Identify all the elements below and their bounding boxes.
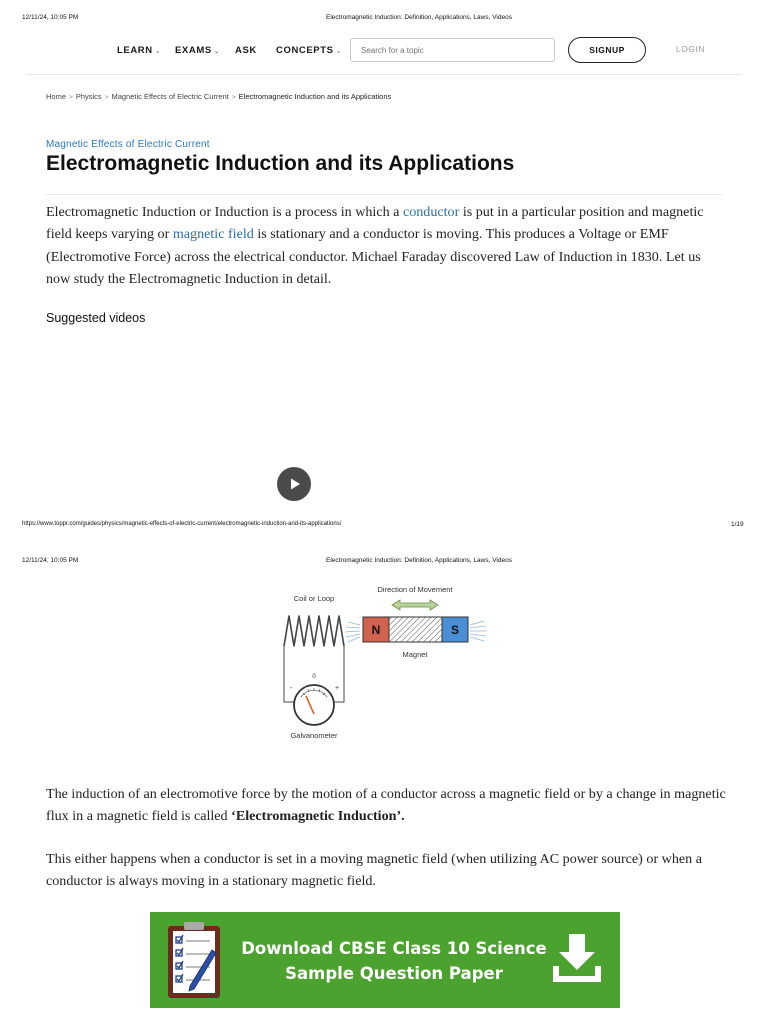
breadcrumb-physics[interactable]: Physics — [75, 92, 102, 101]
wire-right — [334, 646, 344, 702]
signup-button[interactable]: SIGNUP — [568, 37, 646, 63]
breadcrumb-separator: > — [69, 94, 73, 101]
magnetic-field-link[interactable]: magnetic field — [172, 226, 254, 243]
direction-label: Direction of Movement — [377, 585, 453, 594]
breadcrumb-separator: > — [231, 94, 236, 101]
intro-text: is put in a particular position and magnetic field keeps varying or — [46, 204, 704, 243]
intro-text: is stationary and a conductor is moving. This produces a Voltage or EMF (Electromotive Force) across the electrical conductor. Michael Faraday discovered Law of Induction in 1830. Let us now study the Electromagnetic Induction in detail. — [46, 226, 701, 287]
north-pole-label: N — [371, 623, 381, 637]
nav-concepts-label: CONCEPTS — [276, 45, 334, 56]
breadcrumb-current: Electromagnetic Induction and its Applications — [238, 92, 392, 101]
field-lines-right-icon — [470, 621, 487, 641]
magnet-label: Magnet — [402, 650, 428, 659]
title-divider — [46, 194, 722, 195]
coil-icon — [284, 616, 344, 646]
play-icon — [277, 467, 311, 501]
induction-diagram-svg — [270, 580, 500, 750]
print-timestamp: 12/11/24, 10:05 PM — [22, 557, 79, 564]
clipboard-checklist-icon — [164, 920, 226, 1002]
download-banner[interactable] — [150, 912, 620, 1008]
print-url: https://www.toppr.com/guides/physics/magnetic-effects-of-electric-current/electromagnetic-induction-and-its-applications/ — [22, 521, 342, 527]
nav-exams[interactable] — [175, 45, 220, 56]
definition-term: ‘Electromagnetic Induction’. — [231, 808, 405, 825]
search-input[interactable] — [350, 38, 555, 62]
print-page-number: 1/19 — [731, 521, 744, 528]
intro-paragraph — [46, 201, 726, 290]
coil-label: Coil or Loop — [293, 594, 335, 603]
print-timestamp: 12/11/24, 10:05 PM — [22, 14, 79, 21]
nav-ask[interactable]: ASK — [235, 45, 257, 56]
page-title: Electromagnetic Induction and its Applications — [46, 152, 515, 175]
intro-text: Electromagnetic Induction or Induction is a process in which a — [46, 204, 403, 220]
south-pole-label: S — [450, 623, 460, 637]
print-doc-title: Electromagnetic Induction: Definition, Applications, Laws, Videos — [326, 14, 512, 21]
wire-left — [284, 646, 294, 702]
chevron-down-icon: ⌄ — [335, 48, 343, 55]
nav-concepts[interactable] — [276, 45, 342, 56]
galvanometer-zero: 0 — [312, 674, 316, 680]
galvanometer-minus: - — [289, 685, 293, 692]
suggested-videos-heading: Suggested videos — [46, 311, 146, 325]
conductor-link[interactable]: conductor — [402, 204, 460, 220]
galvanometer-plus: + — [334, 685, 340, 692]
login-link[interactable]: LOGIN — [676, 44, 705, 54]
play-button[interactable] — [277, 467, 311, 501]
breadcrumb-magnetic-effects[interactable]: Magnetic Effects of Electric Current — [111, 92, 229, 101]
field-lines-left-icon — [345, 622, 360, 642]
magnet-body — [389, 617, 442, 642]
banner-text — [234, 936, 554, 986]
chevron-down-icon: ⌄ — [154, 48, 162, 55]
direction-arrow-icon — [392, 600, 438, 610]
breadcrumb-home[interactable]: Home — [46, 92, 67, 101]
breadcrumb — [46, 92, 391, 101]
download-icon — [550, 932, 604, 986]
explanation-paragraph: This either happens when a conductor is set in a moving magnetic field (when utilizing AC power source) or when a conductor is always moving in a stationary magnetic field. — [46, 851, 702, 890]
article-category-link[interactable]: Magnetic Effects of Electric Current — [46, 139, 210, 150]
galvanometer-label: Galvanometer — [290, 731, 338, 740]
definition-text: The induction of an electromotive force by the motion of a conductor across a magnetic field or by a change in magnetic flux in a magnetic field is called — [46, 786, 726, 825]
print-doc-title: Electromagnetic Induction: Definition, Applications, Laws, Videos — [326, 557, 512, 564]
banner-line-2: Sample Question Paper — [285, 964, 503, 983]
chevron-down-icon: ⌄ — [213, 48, 221, 55]
breadcrumb-separator: > — [104, 94, 109, 101]
nav-learn[interactable] — [117, 45, 161, 56]
definition-paragraph — [46, 783, 726, 828]
nav-learn-label: LEARN — [117, 45, 153, 56]
nav-exams-label: EXAMS — [175, 45, 212, 56]
banner-line-1: Download CBSE Class 10 Science — [241, 939, 547, 958]
nav-divider — [26, 74, 742, 75]
induction-diagram — [270, 580, 500, 750]
